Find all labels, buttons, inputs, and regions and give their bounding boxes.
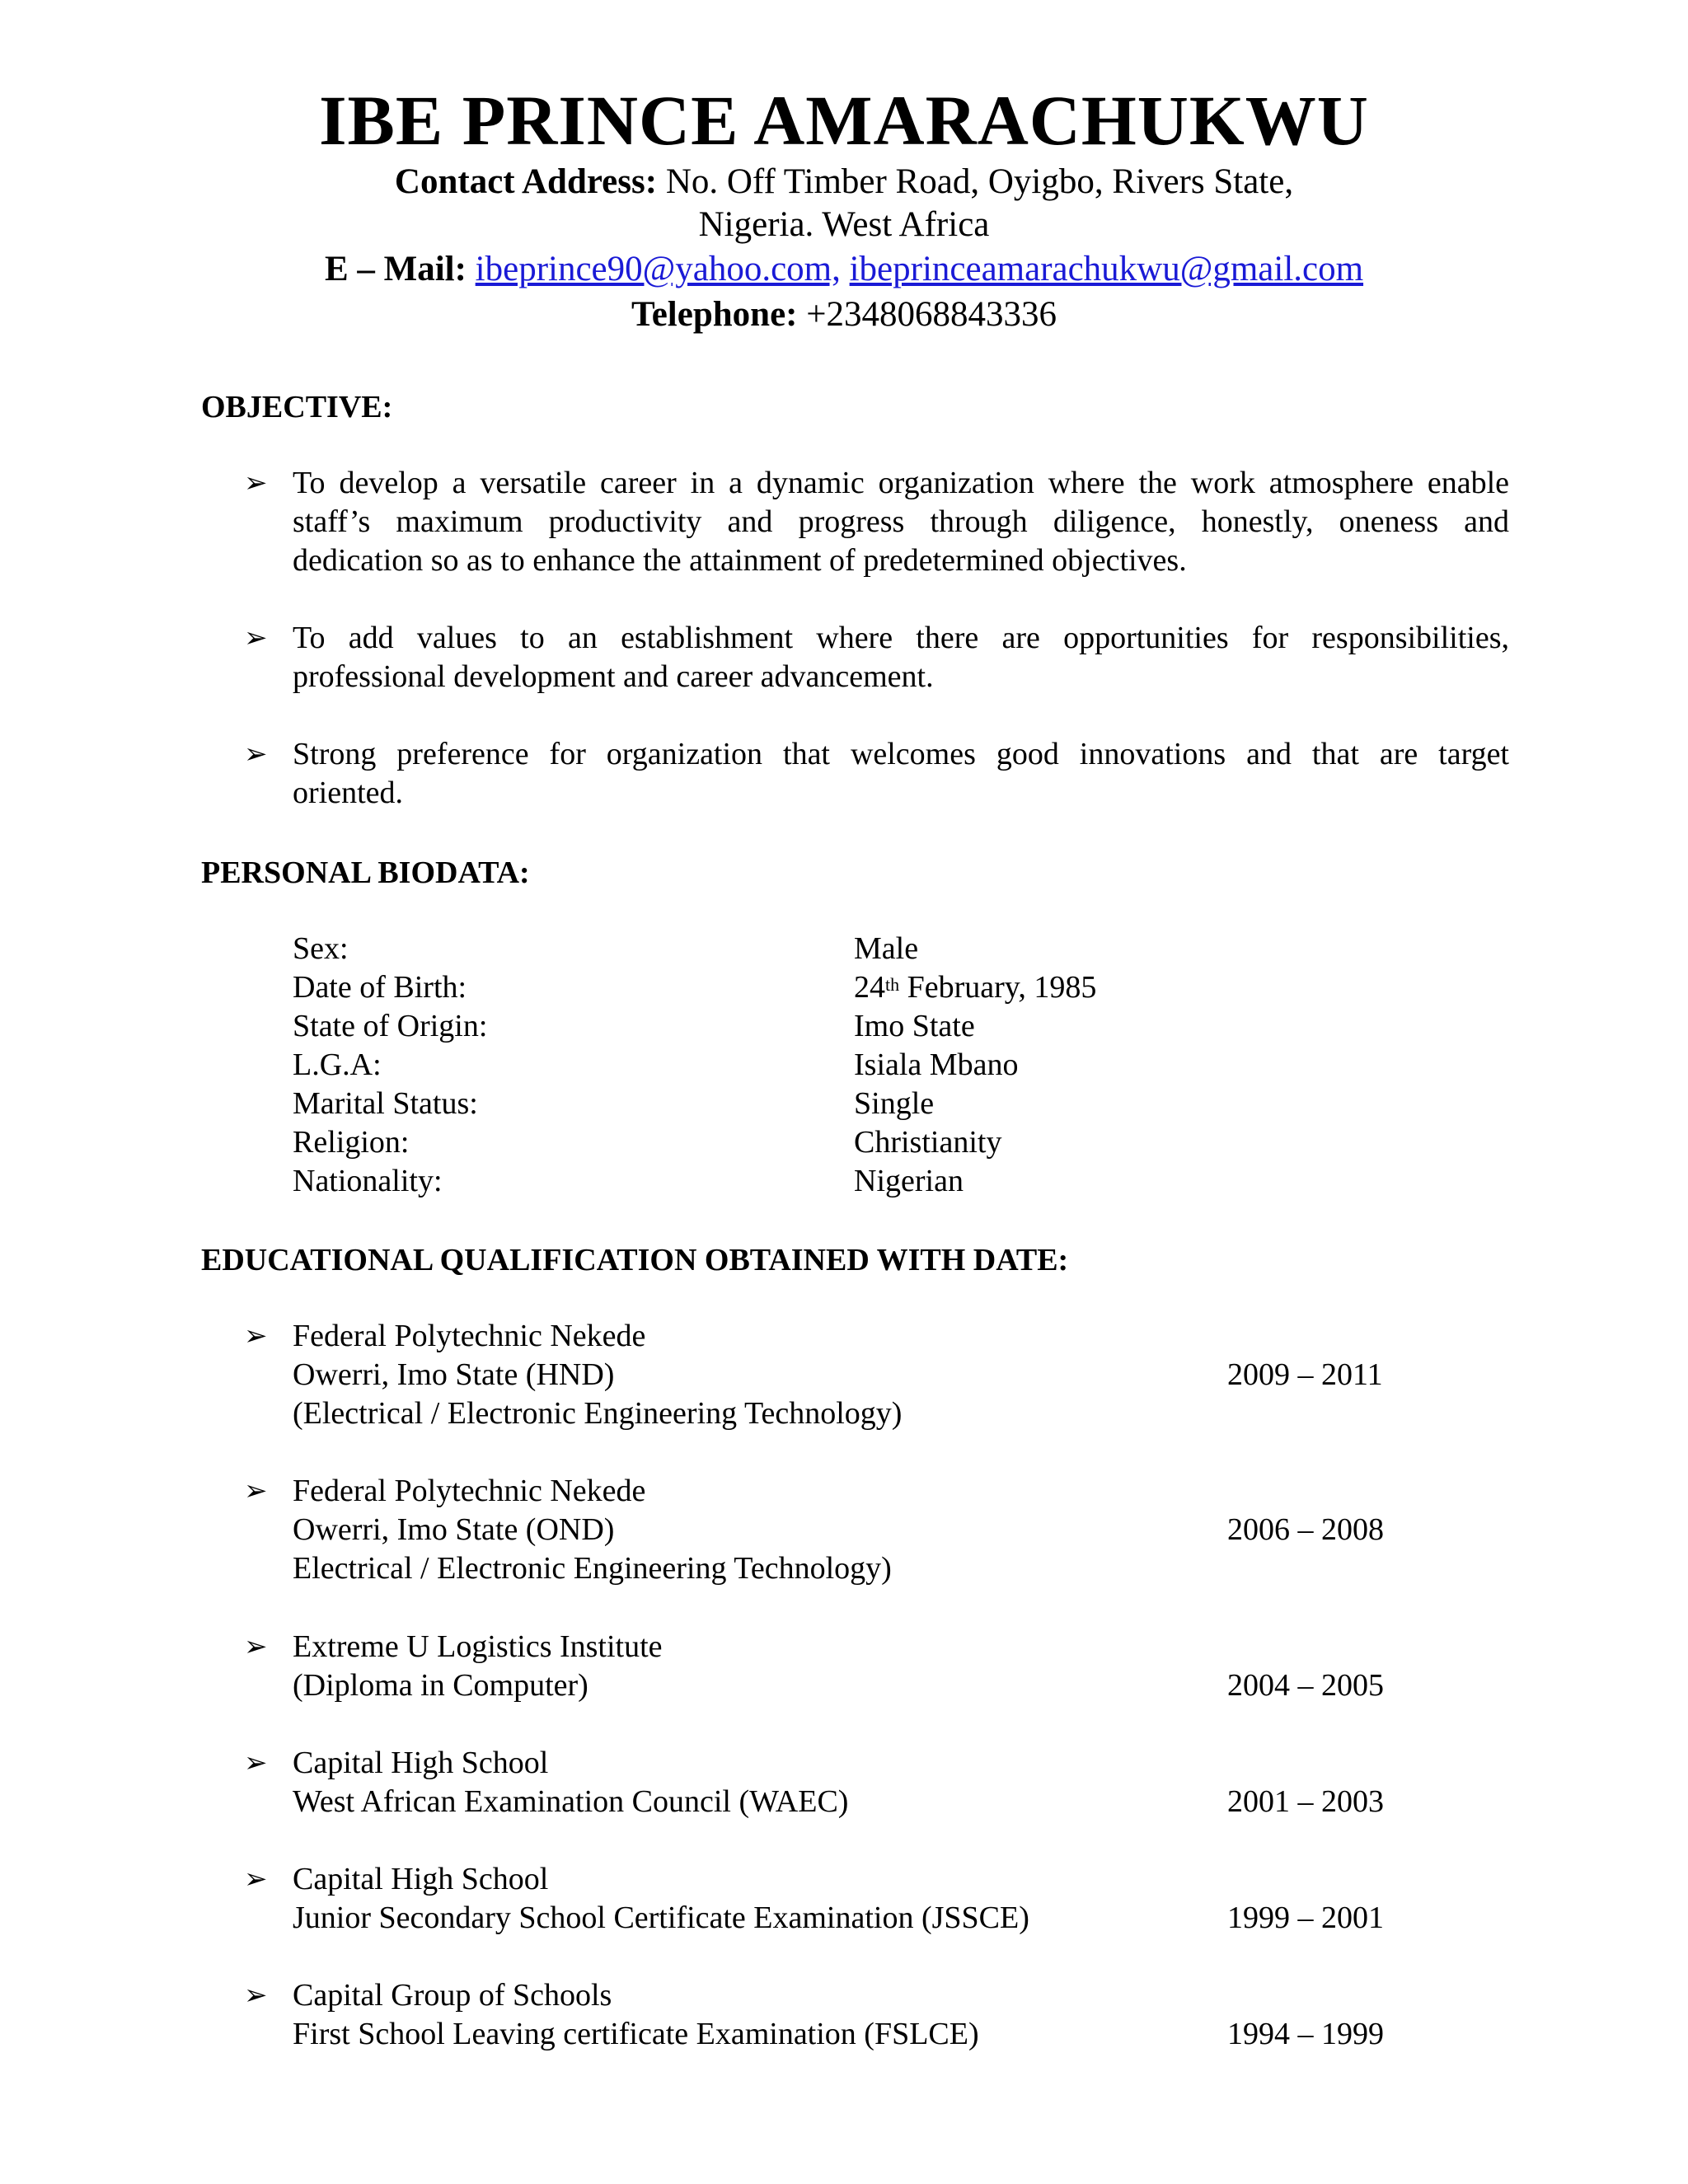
education-institution: Capital High School <box>293 1746 549 1780</box>
biodata-value-dob: 24th February, 1985 <box>854 970 1097 1005</box>
education-institution: Capital Group of Schools <box>293 1978 612 2013</box>
candidate-name: IBE PRINCE AMARACHUKWU <box>319 81 1369 160</box>
education-heading: EDUCATIONAL QUALIFICATION OBTAINED WITH DATE: <box>201 1243 1069 1277</box>
education-detail: Junior Secondary School Certificate Examination (JSSCE) <box>293 1900 1029 1935</box>
education-date: 2004 – 2005 <box>1227 1668 1384 1703</box>
telephone-label: Telephone: <box>631 295 798 334</box>
biodata-heading: PERSONAL BIODATA: <box>201 855 530 890</box>
contact-address-line1 <box>0 160 1688 204</box>
arrowhead-bullet-icon: ➢ <box>244 468 268 499</box>
biodata-label-marital: Marital Status: <box>293 1086 478 1121</box>
biodata-value-nationality: Nigerian <box>854 1164 964 1198</box>
contact-address-label: Contact Address: <box>394 162 658 201</box>
arrowhead-bullet-icon: ➢ <box>244 1476 268 1507</box>
email-link-gmail[interactable]: ibeprinceamarachukwu@gmail.com <box>849 250 1364 288</box>
objective-heading: OBJECTIVE: <box>201 390 393 424</box>
biodata-value-lga: Isiala Mbano <box>854 1047 1019 1082</box>
education-date: 1994 – 1999 <box>1227 2017 1384 2051</box>
arrowhead-bullet-icon: ➢ <box>244 739 268 770</box>
arrowhead-bullet-icon: ➢ <box>244 1864 268 1895</box>
education-detail: Owerri, Imo State (OND) <box>293 1512 615 1547</box>
arrowhead-bullet-icon: ➢ <box>244 1980 268 2011</box>
contact-address-line2: Nigeria. West Africa <box>698 205 990 244</box>
email-link-yahoo[interactable]: ibeprince90@yahoo.com, <box>475 250 841 288</box>
education-detail: (Diploma in Computer) <box>293 1668 588 1703</box>
telephone-line <box>0 293 1688 337</box>
biodata-label-nationality: Nationality: <box>293 1164 443 1198</box>
objective-item: To add values to an establishment where there are opportunities for responsibilities, professional development and career advancement. <box>293 621 1509 694</box>
email-line <box>0 247 1688 292</box>
biodata-value-religion: Christianity <box>854 1125 1002 1160</box>
email-label: E – Mail: <box>324 250 467 288</box>
education-institution: Capital High School <box>293 1862 549 1896</box>
telephone-value: +2348068843336 <box>797 295 1057 334</box>
education-detail: (Electrical / Electronic Engineering Technology) <box>293 1396 903 1431</box>
biodata-value-state: Imo State <box>854 1009 975 1043</box>
objective-item: Strong preference for organization that welcomes good innovations and that are target oriented. <box>293 737 1509 810</box>
education-institution: Extreme U Logistics Institute <box>293 1629 663 1664</box>
education-detail: First School Leaving certificate Examination (FSLCE) <box>293 2017 979 2051</box>
education-detail: West African Examination Council (WAEC) <box>293 1784 849 1819</box>
arrowhead-bullet-icon: ➢ <box>244 623 268 654</box>
education-institution: Federal Polytechnic Nekede <box>293 1319 646 1353</box>
objective-item: To develop a versatile career in a dynamic organization where the work atmosphere enable staff’s maximum productivity and progress through diligence, honestly, oneness and dedication so as to enhance the attainment of predetermined objectives. <box>293 466 1509 578</box>
biodata-label-sex: Sex: <box>293 931 349 966</box>
biodata-value-sex: Male <box>854 931 919 966</box>
education-date: 2009 – 2011 <box>1227 1357 1383 1392</box>
education-institution: Federal Polytechnic Nekede <box>293 1474 646 1508</box>
education-detail: Owerri, Imo State (HND) <box>293 1357 615 1392</box>
education-detail: Electrical / Electronic Engineering Technology) <box>293 1551 892 1586</box>
biodata-value-marital: Single <box>854 1086 935 1121</box>
contact-address-value: No. Off Timber Road, Oyigbo, Rivers State, <box>657 162 1294 201</box>
education-date: 2001 – 2003 <box>1227 1784 1384 1819</box>
arrowhead-bullet-icon: ➢ <box>244 1321 268 1352</box>
biodata-label-dob: Date of Birth: <box>293 970 467 1005</box>
biodata-label-religion: Religion: <box>293 1125 410 1160</box>
arrowhead-bullet-icon: ➢ <box>244 1748 268 1779</box>
biodata-label-lga: L.G.A: <box>293 1047 382 1082</box>
education-date: 1999 – 2001 <box>1227 1900 1384 1935</box>
arrowhead-bullet-icon: ➢ <box>244 1632 268 1662</box>
education-date: 2006 – 2008 <box>1227 1512 1384 1547</box>
biodata-label-state: State of Origin: <box>293 1009 488 1043</box>
